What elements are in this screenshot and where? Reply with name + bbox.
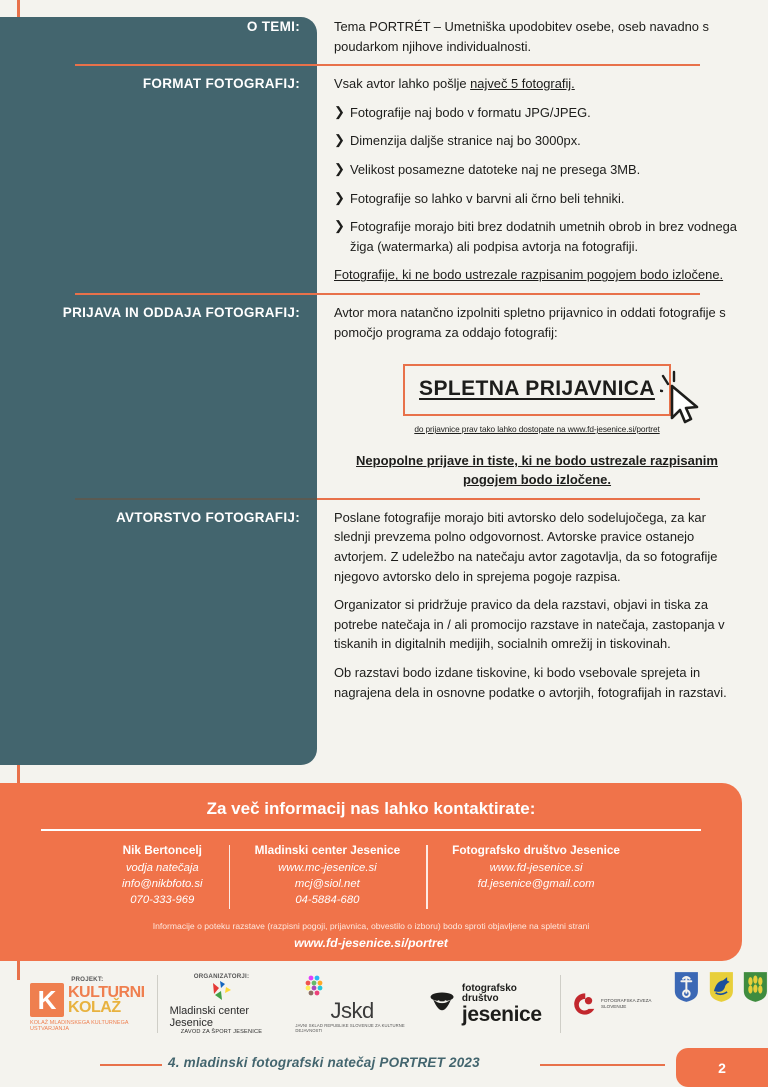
- fd-jesenice-man-icon: [427, 987, 457, 1021]
- contact-line[interactable]: info@nikbfoto.si: [122, 877, 203, 890]
- jskd-dots-icon: [303, 975, 329, 999]
- kulturni-kolaz-wordmark: [68, 985, 145, 1015]
- contact-name: Nik Bertoncelj: [122, 842, 202, 857]
- fd-jesenice-top: fotografsko društvo: [461, 982, 517, 1004]
- contact-website[interactable]: www.fd-jesenice.si/portret: [294, 935, 448, 950]
- contact-line[interactable]: www.mc-jesenice.si: [278, 861, 377, 874]
- spletna-prijavnica-label: SPLETNA PRIJAVNICA: [419, 377, 655, 401]
- format-footnote: Fotografije, ki ne bodo ustrezale razpisanim pogojem bodo izločene.: [334, 267, 724, 283]
- logo-divider: [157, 975, 158, 1033]
- mcj-name: Mladinski center Jesenice: [169, 1005, 250, 1029]
- bullet-text: Dimenzija daljše stranice naj bo 3000px.: [350, 133, 581, 149]
- kulturni-kolaz-tagline: KOLAŽ MLADINSKEGA KULTURNEGA USTVARJANJA: [30, 1020, 129, 1032]
- section-label-o-temi: O TEMI:: [246, 19, 300, 34]
- sections-container: [0, 17, 768, 702]
- section-divider-1: [0, 56, 768, 74]
- crest-bird-icon: [709, 968, 734, 1006]
- organizers-caption: ORGANIZATORJI:: [193, 973, 250, 980]
- mladinski-center-star-icon: [209, 980, 233, 1002]
- footer-rule-right: [540, 1064, 665, 1066]
- jskd-wordmark: Jskd: [330, 998, 374, 1024]
- logo-fotografska-zveza: [573, 968, 664, 1040]
- contact-line: 070-333-969: [130, 893, 195, 906]
- kulturni-word: KULTURNI: [68, 983, 145, 1001]
- bullet-text: Fotografije so lahko v barvni ali črno beli tehniki.: [350, 190, 625, 206]
- section-divider-3: [0, 490, 768, 508]
- section-avtorstvo: [0, 508, 768, 702]
- chevron-right-icon: ❯: [334, 132, 345, 148]
- paragraph: Avtor mora natančno izpolniti spletno prijavnico in oddati fotografije s pomočjo programa za oddajo fotografij:: [334, 305, 726, 340]
- contact-column: [229, 843, 427, 908]
- crest-wheat-icon: [743, 968, 768, 1006]
- format-intro-emphasis: največ 5 fotografij.: [470, 76, 575, 92]
- logo-mladinski-center: [170, 968, 274, 1040]
- section-body-format: [317, 74, 768, 285]
- logo-kulturni-kolaz: [0, 968, 145, 1040]
- paragraph: Poslane fotografije morajo biti avtorsko delo sodelujočega, za kar slednji prevzema polno odgovornost. Avtorske pravice ostanejo avtorjem. Z udeležbo na natečaju avtor zagotavlja, da so fotografije njegovo avtorsko delo in sprejema pogoje razpisa.: [334, 509, 718, 584]
- page-number-badge: 2: [676, 1048, 768, 1087]
- logo-divider: [560, 975, 561, 1033]
- fzs-subtitle: FOTOGRAFSKA ZVEZA SLOVENIJE: [601, 998, 652, 1009]
- chevron-right-icon: ❯: [334, 161, 345, 177]
- footer-title: 4. mladinski fotografski natečaj PORTRET 2023: [168, 1055, 480, 1070]
- section-o-temi: [0, 17, 768, 56]
- kolaz-word: KOLAŽ: [68, 999, 121, 1016]
- bullet-item: [334, 160, 740, 180]
- chevron-right-icon: ❯: [334, 103, 345, 119]
- chevron-right-icon: ❯: [334, 218, 345, 234]
- section-body-avtorstvo: [317, 508, 768, 702]
- kulturni-kolaz-k-icon: K: [30, 983, 64, 1017]
- section-divider-2: [0, 285, 768, 303]
- apply-url-note: do prijavnice prav tako lahko dostopate na www.fd-jesenice.si/portret: [414, 424, 660, 435]
- format-intro: [334, 74, 740, 94]
- contact-columns: [0, 843, 742, 908]
- contact-column: [96, 843, 229, 908]
- contact-line: vodja natečaja: [125, 861, 199, 874]
- contact-name: Mladinski center Jesenice: [254, 842, 401, 857]
- fd-jesenice-wordmark: [462, 984, 546, 1025]
- bullet-item: [334, 189, 740, 209]
- section-format-fotografij: [0, 74, 768, 285]
- mcj-subtitle: ZAVOD ZA ŠPORT JESENICE: [180, 1029, 263, 1035]
- crest-jesenice-icon: [674, 968, 699, 1006]
- paragraph: Ob razstavi bodo izdane tiskovine, ki bodo vsebovale sprejeta in nagrajena dela in osnovne podatke o avtorjih, fotografijah in razstavi.: [334, 665, 727, 700]
- contact-note: Informacije o poteku razstave (razpisni pogoji, prijavnica, obvestilo o izboru) bodo sproti objavljene na spletni strani: [152, 920, 590, 931]
- apply-warning: Nepopolne prijave in tiste, ki ne bodo ustrezale razpisanim pogojem bodo izločene.: [356, 452, 718, 488]
- contact-panel: [0, 783, 742, 961]
- project-caption: PROJEKT:: [71, 976, 104, 983]
- fzs-mark-icon: [573, 989, 598, 1019]
- logo-strip: [0, 968, 768, 1040]
- bullet-text: Velikost posamezne datoteke naj ne presega 3MB.: [350, 162, 641, 178]
- contact-line[interactable]: fd.jesenice@gmail.com: [477, 877, 595, 890]
- apply-button-area: [334, 364, 740, 416]
- contact-line: 04-5884-680: [295, 893, 360, 906]
- contact-name: Fotografsko društvo Jesenice: [452, 842, 620, 857]
- section-label-avtorstvo: AVTORSTVO FOTOGRAFIJ:: [115, 509, 300, 525]
- fd-jesenice-bottom: jesenice: [461, 1002, 542, 1026]
- footer-bar: [0, 1042, 768, 1087]
- contact-column: [426, 843, 646, 908]
- paragraph: Tema PORTRÉT – Umetniška upodobitev osebe, oseb navadno s poudarkom njihove individualnosti.: [334, 19, 709, 54]
- paragraph: Organizator si pridržuje pravico da dela razstavi, objavi in tiska za potrebe natečaja in / ali promocijo razstave in natečaja, zastopanja v tiskanih in digitalnih medijih, socialnih omrežij in tiskovinah.: [334, 597, 725, 652]
- jskd-subtitle: JAVNI SKLAD REPUBLIKE SLOVENIJE ZA KULTURNE DEJAVNOSTI: [295, 1022, 405, 1033]
- section-prijava-oddaja: [0, 303, 768, 490]
- chevron-right-icon: ❯: [334, 189, 345, 205]
- bullet-item: [334, 103, 740, 123]
- contact-divider: [41, 829, 701, 831]
- spletna-prijavnica-button[interactable]: [403, 364, 671, 416]
- section-label-prijava: PRIJAVA IN ODDAJA FOTOGRAFIJ:: [62, 305, 300, 321]
- footer-rule-left: [100, 1064, 162, 1066]
- logo-jskd: [295, 968, 408, 1040]
- bullet-text: Fotografije morajo biti brez dodatnih umetnih obrob in brez vodnega žiga (watermarka) ali podpisa avtorja na fotografiji.: [350, 219, 737, 254]
- section-body-o-temi: [317, 17, 768, 56]
- section-body-prijava: [317, 303, 768, 490]
- contact-line[interactable]: www.fd-jesenice.si: [489, 861, 583, 874]
- kulturni-kolaz-lockup: [30, 983, 145, 1017]
- bullet-item: [334, 131, 740, 151]
- section-label-format: FORMAT FOTOGRAFIJ:: [142, 76, 300, 92]
- contact-line[interactable]: mcj@siol.net: [294, 877, 360, 890]
- mouse-cursor-icon: [660, 370, 706, 426]
- bullet-item: [334, 217, 740, 256]
- bullet-text: Fotografije naj bodo v formatu JPG/JPEG.: [350, 104, 591, 120]
- format-intro-plain: Vsak avtor lahko pošlje: [334, 76, 471, 92]
- logo-fotografsko-drustvo: [427, 968, 546, 1040]
- contact-title: Za več informacij nas lahko kontaktirate:: [206, 799, 536, 818]
